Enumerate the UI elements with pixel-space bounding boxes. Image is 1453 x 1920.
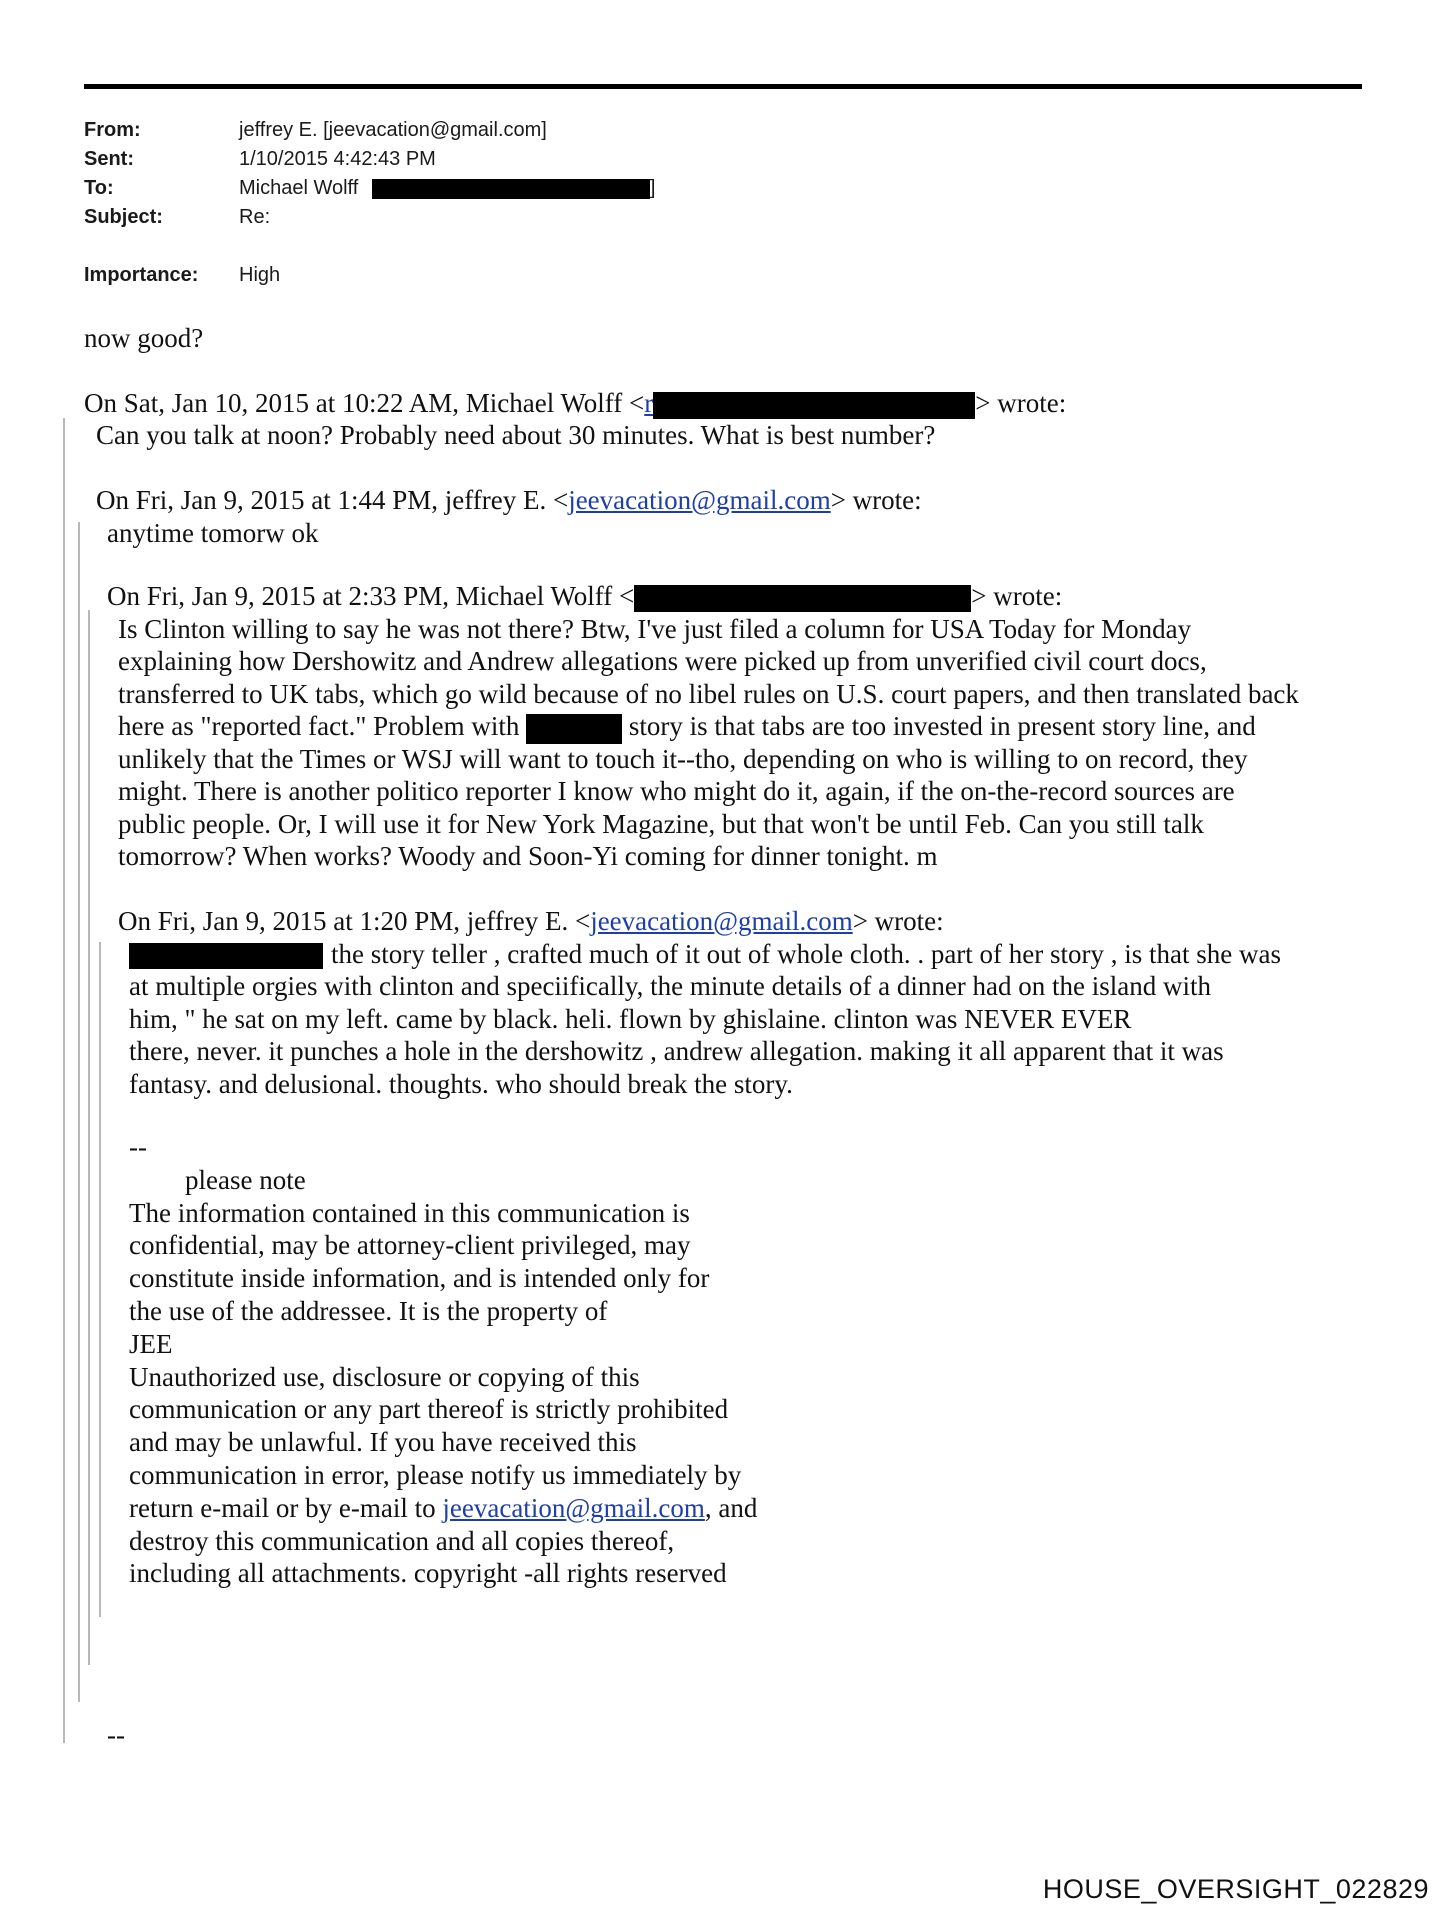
quote3-line	[118, 710, 1299, 743]
quote-bar-3	[88, 610, 90, 1665]
from-label: From:	[84, 119, 141, 141]
quote1-attribution	[84, 387, 1066, 420]
signature-line: confidential, may be attorney-client privileged, may	[129, 1230, 691, 1261]
quote3-line: might. There is another politico reporter I know who might do it, again, if the on-the-record sources are	[118, 776, 1235, 806]
quote4	[118, 905, 1281, 1100]
quote3-line: tomorrow? When works? Woody and Soon-Yi coming for dinner tonight. m	[118, 841, 938, 871]
to-row	[84, 174, 655, 203]
redaction-box	[634, 585, 971, 612]
quote-bar-4	[99, 942, 101, 1617]
quote4-attribution	[118, 905, 1281, 938]
quote2-attr-suffix: > wrote:	[830, 485, 922, 515]
reply-text: now good?	[84, 323, 204, 353]
subject-row	[84, 203, 655, 232]
sent-label: Sent:	[84, 148, 134, 170]
quote3-attr-suffix: > wrote:	[971, 581, 1063, 611]
quote3-attr-prefix: On Fri, Jan 9, 2015 at 2:33 PM, Michael Wolff <	[107, 581, 635, 611]
quote-bar-1	[63, 418, 65, 1743]
signature-line: The information contained in this communication is	[129, 1197, 690, 1228]
quote3-line: public people. Or, I will use it for New York Magazine, but that won't be until Feb. Can you still talk	[118, 808, 1204, 839]
bottom-dash: --	[107, 1720, 125, 1750]
quote3-line: transferred to UK tabs, which go wild because of no libel rules on U.S. court papers, and then translated back	[118, 678, 1299, 709]
subject-value: Re:	[239, 206, 271, 228]
to-label: To:	[84, 177, 114, 199]
quote3-line: unlikely that the Times or WSJ will want to touch it--tho, depending on who is willing to on record, they	[118, 743, 1248, 774]
quote4-line1-text: the story teller , crafted much of it out of whole cloth. . part of her story , is that she was	[331, 938, 1281, 969]
signature-return-line	[129, 1492, 757, 1525]
signature-dash: --	[129, 1132, 147, 1162]
signature-line: destroy this communication and all copies thereof,	[129, 1525, 675, 1556]
quote3-line4-prefix: here as "reported fact." Problem with	[118, 711, 520, 741]
subject-label: Subject:	[84, 206, 163, 228]
redaction-box	[653, 392, 975, 419]
quote2-attr-prefix: On Fri, Jan 9, 2015 at 1:44 PM, jeffrey E. <	[96, 485, 569, 515]
quote4-line: fantasy. and delusional. thoughts. who should break the story.	[129, 1068, 793, 1099]
redaction-box	[129, 943, 323, 969]
quote4-line: him, " he sat on my left. came by black. heli. flown by ghislaine. clinton was NEVER EVER	[129, 1003, 1132, 1034]
signature-line: the use of the addressee. It is the property of	[129, 1295, 608, 1326]
sent-value: 1/10/2015 4:42:43 PM	[239, 148, 436, 170]
importance-row	[84, 261, 655, 290]
to-value-wrap	[239, 174, 655, 203]
importance-value: High	[239, 264, 281, 286]
signature-line: communication or any part thereof is strictly prohibited	[129, 1394, 729, 1425]
quote-bar-2	[78, 522, 80, 1702]
top-rule	[84, 84, 1362, 89]
quote3-body	[107, 613, 1299, 873]
quote3-line: Is Clinton willing to say he was not there? Btw, I've just filed a column for USA Today for Monday	[118, 613, 1192, 644]
quote3-line: explaining how Dershowitz and Andrew allegations were picked up from unverified civil court docs,	[118, 646, 1207, 676]
quote3-line4-suffix: story is that tabs are too invested in present story line, and	[628, 711, 1256, 741]
quote4-line	[129, 938, 1281, 971]
quote1-body	[96, 419, 935, 452]
signature-line: and may be unlawful. If you have received this	[129, 1427, 637, 1458]
quote2-attribution	[96, 484, 922, 549]
to-close-bracket: ]	[649, 177, 656, 199]
quote1-email-link[interactable]: r	[644, 388, 654, 418]
to-value: Michael Wolff	[239, 177, 359, 199]
signature-email-link[interactable]: jeevacation@gmail.com	[442, 1492, 705, 1523]
importance-label: Importance:	[84, 264, 199, 286]
quote2-email-link[interactable]: jeevacation@gmail.com	[568, 485, 831, 515]
from-value: jeffrey E. [jeevacation@gmail.com]	[239, 119, 547, 141]
signature-line: including all attachments. copyright -all rights reserved	[129, 1558, 727, 1589]
quote4-attr-suffix: > wrote:	[852, 906, 944, 936]
signature-line: communication in error, please notify us immediately by	[129, 1459, 742, 1490]
signature-line: Unauthorized use, disclosure or copying of this	[129, 1361, 640, 1392]
redaction-box	[372, 179, 650, 199]
quote3	[107, 580, 1299, 873]
quote2-text: anytime tomorw ok	[107, 517, 319, 548]
quote1-text: Can you talk at noon? Probably need about 30 minutes. What is best number?	[96, 420, 936, 450]
quote3-attribution	[107, 580, 1299, 613]
quote4-line: at multiple orgies with clinton and speciifically, the minute details of a dinner had on the island with	[129, 971, 1212, 1001]
signature-return-prefix: return e-mail or by e-mail to	[129, 1492, 436, 1523]
redaction-box	[526, 714, 622, 744]
document-id: HOUSE_OVERSIGHT_022829	[1042, 1874, 1429, 1904]
signature	[129, 1131, 757, 1590]
quote4-line: there, never. it punches a hole in the dershowitz , andrew allegation. making it all apparent that it was	[129, 1036, 1224, 1066]
quote1-attr-prefix: On Sat, Jan 10, 2015 at 10:22 AM, Michael Wolff <	[84, 388, 645, 418]
from-row	[84, 116, 655, 145]
signature-line: JEE	[129, 1328, 173, 1359]
quote4-body	[118, 938, 1281, 1101]
quote4-email-link[interactable]: jeevacation@gmail.com	[590, 906, 853, 936]
quote4-attr-prefix: On Fri, Jan 9, 2015 at 1:20 PM, jeffrey E. <	[118, 906, 591, 936]
signature-please-note: please note	[185, 1164, 306, 1195]
quote1-attr-suffix: > wrote:	[975, 388, 1067, 418]
email-header	[84, 116, 655, 290]
signature-line: constitute inside information, and is intended only for	[129, 1263, 710, 1294]
sent-row	[84, 145, 655, 174]
signature-return-suffix: , and	[704, 1492, 758, 1523]
